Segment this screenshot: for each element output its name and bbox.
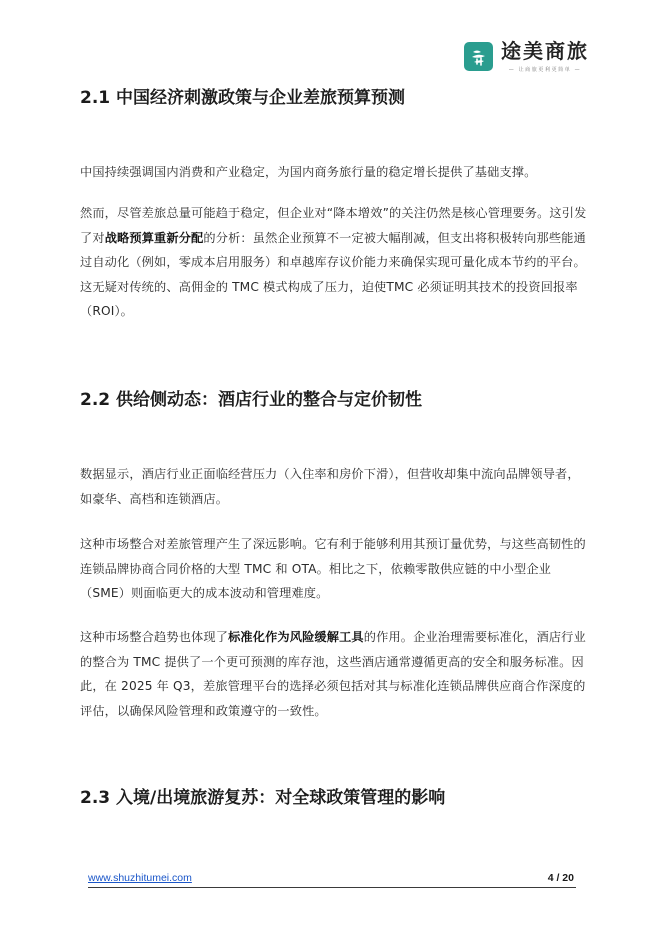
- emphasis-text: 战略预算重新分配: [104, 230, 204, 245]
- paragraph-text: 中国持续强调国内消费和产业稳定，为国内商务旅行量的稳定增长提供了基础支撑。: [80, 165, 537, 179]
- paragraph-text: 的分析：虽然企业预算不一定被大幅削减，但支出将积极转向那些能通过自动化（例如，零成本启用服务）和卓越库存议价能力来确保实现可量化成本节约的平台。这无疑对传统的、高佣金的 TMC 模式构成了压力，迫使TMC 必须证明其技术的投资回报率（ROI）。: [80, 230, 586, 318]
- brand-logo-icon: [464, 42, 493, 71]
- paragraph: [80, 201, 592, 324]
- brand-logo: [464, 40, 589, 73]
- paragraph-text: 这种市场整合趋势也体现了: [80, 630, 229, 644]
- paragraph: [80, 625, 592, 723]
- section-title-2-2: 2.2 供给侧动态：酒店行业的整合与定价韧性: [80, 390, 423, 410]
- page-number: 4 / 20: [547, 872, 574, 884]
- footer-website-link[interactable]: www.shuzhitumei.com: [88, 872, 192, 884]
- paragraph: [80, 532, 592, 606]
- brand-text: [501, 40, 589, 73]
- paragraph-text: 这种市场整合对差旅管理产生了深远影响。它有利于能够利用其预订量优势，与这些高韧性的连锁品牌协商合同价格的大型 TMC 和 OTA。相比之下，依赖零散供应链的中小型企业（SME）则面临更大的成本波动和管理难度。: [80, 537, 586, 600]
- brand-name: 途美商旅: [501, 39, 589, 63]
- paragraph: [80, 160, 592, 185]
- section-title-2-1: 2.1 中国经济刺激政策与企业差旅预算预测: [80, 88, 406, 108]
- paragraph-text: 然而，尽管差旅总量可能趋于稳定，但企业对“降本增效”的关注仍然是核心管理要务。这引发了对: [80, 206, 587, 245]
- paragraph-text: 的作用。企业治理需要标准化，酒店行业的整合为 TMC 提供了一个更可预测的库存池，这些酒店通常遵循更高的安全和服务标准。因此，在 2025 年 Q3，差旅管理平台的选择必须包括对其与标准化连锁品牌供应商合作深度的评估，以确保风险管理和政策遵守的一致性。: [80, 630, 586, 718]
- section-title-2-3: 2.3 入境/出境旅游复苏：对全球政策管理的影响: [80, 788, 446, 808]
- paragraph-text: 数据显示，酒店行业正面临经营压力（入住率和房价下滑），但营收却集中流向品牌领导者，如豪华、高档和连锁酒店。: [80, 467, 580, 506]
- brand-slogan: — 让商旅更利更简单 —: [508, 67, 582, 73]
- paragraph: [80, 462, 592, 511]
- emphasis-text: 标准化作为风险缓解工具: [228, 630, 364, 644]
- footer-divider: [88, 887, 576, 888]
